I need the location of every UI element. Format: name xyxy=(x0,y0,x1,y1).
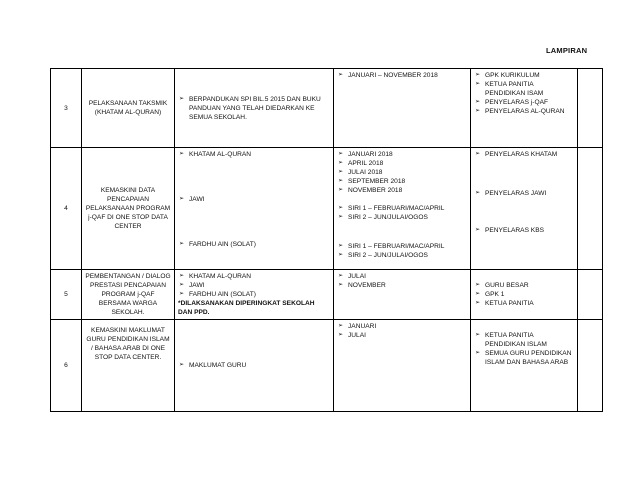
arrow-bullet-icon: ➢ xyxy=(179,241,185,247)
list-item: ➢ JANUARI 2018 xyxy=(338,151,393,158)
arrow-bullet-icon: ➢ xyxy=(338,169,344,175)
list-item: ➢ GPK 1 xyxy=(475,291,505,298)
list-item: ➢ JULAI 2018 xyxy=(338,169,383,176)
tempoh-cell xyxy=(334,148,471,270)
list-item: ➢ JULAI xyxy=(338,332,366,339)
arrow-bullet-icon: ➢ xyxy=(475,151,481,157)
program-cell: PEMBENTANGAN / DIALOG PRESTASI PENCAPAIAN PROGRAM j-QAF BERSAMA WARGA SEKOLAH. xyxy=(82,270,175,320)
tempoh-cell xyxy=(334,270,471,320)
list-item: ➢ GURU BESAR xyxy=(475,282,529,289)
list-item: ➢ PENYELARAS JAWI xyxy=(475,190,547,197)
page-title: LAMPIRAN xyxy=(546,46,588,55)
list-item: ➢ BERPANDUKAN SPI BIL.5 2015 DAN BUKU PANDUAN YANG TELAH DIEDARKAN KE SEMUA SEKOLAH. xyxy=(179,95,321,121)
arrow-bullet-icon: ➢ xyxy=(475,332,481,338)
program-cell: PELAKSANAAN TAKSMIK (KHATAM AL-QURAN) xyxy=(82,69,175,148)
list-item: ➢ SIRI 1 – FEBRUARI/MAC/APRIL xyxy=(338,243,445,250)
list-item: ➢ NOVEMBER 2018 xyxy=(338,187,403,194)
aktiviti-cell xyxy=(175,69,334,148)
empty-cell xyxy=(578,148,603,270)
list-item: ➢ KETUA PANITIA xyxy=(475,300,534,307)
arrow-bullet-icon: ➢ xyxy=(338,252,344,258)
list-item: ➢ SEPTEMBER 2018 xyxy=(338,178,406,185)
list-item: ➢ MAKLUMAT GURU xyxy=(179,362,247,369)
list-item: ➢ KETUA PANITIA PENDIDIKAN ISAM xyxy=(475,81,544,97)
arrow-bullet-icon: ➢ xyxy=(475,300,481,306)
arrow-bullet-icon: ➢ xyxy=(338,282,344,288)
list-item: ➢ SIRI 2 – JUN/JULAI/OGOS xyxy=(338,252,428,259)
arrow-bullet-icon: ➢ xyxy=(338,160,344,166)
table-row xyxy=(51,270,603,320)
arrow-bullet-icon: ➢ xyxy=(179,196,185,202)
list-item: ➢ JAWI xyxy=(179,196,205,203)
list-item: ➢ KHATAM AL-QURAN xyxy=(179,151,252,158)
arrow-bullet-icon: ➢ xyxy=(338,323,344,329)
aktiviti-cell xyxy=(175,270,334,320)
aktiviti-cell xyxy=(175,320,334,412)
empty-cell xyxy=(578,69,603,148)
list-item: ➢ KETUA PANITIA PENDIDIKAN ISLAM xyxy=(475,332,547,348)
row-number: 5 xyxy=(51,270,82,320)
arrow-bullet-icon: ➢ xyxy=(475,350,481,356)
arrow-bullet-icon: ➢ xyxy=(338,151,344,157)
aktiviti-cell xyxy=(175,148,334,270)
row-number: 6 xyxy=(51,320,82,412)
arrow-bullet-icon: ➢ xyxy=(475,227,481,233)
arrow-bullet-icon: ➢ xyxy=(338,72,344,78)
list-item: ➢ PENYELARAS KHATAM xyxy=(475,151,558,158)
arrow-bullet-icon: ➢ xyxy=(338,187,344,193)
empty-cell xyxy=(578,270,603,320)
row-number: 3 xyxy=(51,69,82,148)
list-item: ➢ KHATAM AL-QURAN xyxy=(179,273,252,280)
list-item: ➢ PENYELARAS KBS xyxy=(475,227,545,234)
list-item: ➢ GPK KURIKULUM xyxy=(475,72,540,79)
list-item: ➢ JANUARI – NOVEMBER 2018 xyxy=(338,72,438,79)
arrow-bullet-icon: ➢ xyxy=(338,273,344,279)
list-item: ➢ JANUARI xyxy=(338,323,377,330)
arrow-bullet-icon: ➢ xyxy=(475,282,481,288)
list-item: ➢ JAWI xyxy=(179,282,205,289)
arrow-bullet-icon: ➢ xyxy=(475,108,481,114)
list-item: ➢ NOVEMBER xyxy=(338,282,386,289)
list-item: ➢ APRIL 2018 xyxy=(338,160,384,167)
list-item: ➢ JULAI xyxy=(338,273,366,280)
arrow-bullet-icon: ➢ xyxy=(179,291,185,297)
note-text: *DILAKSANAKAN DIPERINGKAT SEKOLAH DAN PPD. xyxy=(178,300,315,316)
pelaksana-cell xyxy=(471,320,578,412)
arrow-bullet-icon: ➢ xyxy=(475,99,481,105)
list-item: ➢ FARDHU AIN (SOLAT) xyxy=(179,241,256,248)
pelaksana-cell xyxy=(471,148,578,270)
list-item: ➢ SIRI 1 – FEBRUARI/MAC/APRIL xyxy=(338,205,445,212)
list-item: ➢ SEMUA GURU PENDIDIKAN ISLAM DAN BAHASA ARAB xyxy=(475,350,572,366)
table-row xyxy=(51,320,603,412)
list-item: ➢ PENYELARAS j-QAF xyxy=(475,99,549,106)
pelaksana-cell xyxy=(471,69,578,148)
arrow-bullet-icon: ➢ xyxy=(179,151,185,157)
arrow-bullet-icon: ➢ xyxy=(338,205,344,211)
arrow-bullet-icon: ➢ xyxy=(338,178,344,184)
arrow-bullet-icon: ➢ xyxy=(475,190,481,196)
activity-table xyxy=(50,68,603,412)
arrow-bullet-icon: ➢ xyxy=(338,243,344,249)
list-item: ➢ PENYELARAS AL-QURAN xyxy=(475,108,565,115)
arrow-bullet-icon: ➢ xyxy=(179,362,185,368)
tempoh-cell xyxy=(334,69,471,148)
arrow-bullet-icon: ➢ xyxy=(338,214,344,220)
tempoh-cell xyxy=(334,320,471,412)
pelaksana-cell xyxy=(471,270,578,320)
list-item: ➢ SIRI 2 – JUN/JULAI/OGOS xyxy=(338,214,428,221)
arrow-bullet-icon: ➢ xyxy=(475,81,481,87)
program-cell: KEMASKINI MAKLUMAT GURU PENDIDIKAN ISLAM / BAHASA ARAB DI ONE STOP DATA CENTER. xyxy=(82,320,175,412)
arrow-bullet-icon: ➢ xyxy=(179,95,185,102)
table-row xyxy=(51,148,603,270)
program-cell: KEMASKINI DATA PENCAPAIAN PELAKSANAAN PROGRAM j-QAF DI ONE STOP DATA CENTER xyxy=(82,148,175,270)
arrow-bullet-icon: ➢ xyxy=(338,332,344,338)
row-number: 4 xyxy=(51,148,82,270)
arrow-bullet-icon: ➢ xyxy=(475,291,481,297)
empty-cell xyxy=(578,320,603,412)
table-row xyxy=(51,69,603,148)
arrow-bullet-icon: ➢ xyxy=(179,273,185,279)
arrow-bullet-icon: ➢ xyxy=(179,282,185,288)
list-item: ➢ FARDHU AIN (SOLAT) xyxy=(179,291,256,298)
arrow-bullet-icon: ➢ xyxy=(475,72,481,78)
